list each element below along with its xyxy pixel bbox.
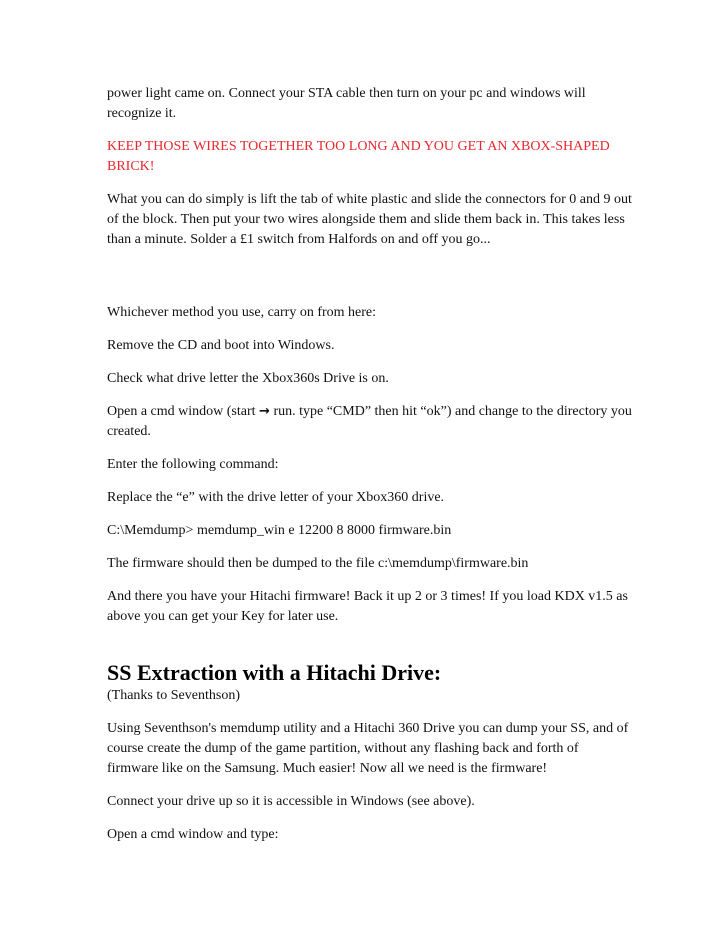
paragraph-remove-cd: Remove the CD and boot into Windows. — [107, 338, 335, 353]
paragraph-whichever-method: Whichever method you use, carry on from here: — [107, 305, 377, 320]
right-arrow-icon: → — [259, 404, 270, 419]
warning-paragraph: KEEP THOSE WIRES TOGETHER TOO LONG AND YOU GET AN XBOX-SHAPED BRICK! — [107, 139, 610, 174]
spacer — [107, 640, 632, 660]
paragraph-hitachi-firmware: And there you have your Hitachi firmware! Back it up 2 or 3 times! If you load KDX v1.5 as above you can get your Key for later use. — [107, 589, 628, 624]
section-heading: SS Extraction with a Hitachi Drive: — [107, 660, 442, 685]
section-subheading: (Thanks to Seventhson) — [107, 688, 240, 703]
paragraph-power-light: power light came on. Connect your STA cable then turn on your pc and windows will recognize it. — [107, 86, 586, 121]
paragraph-check-drive-letter: Check what drive letter the Xbox360s Drive is on. — [107, 371, 389, 386]
document-page — [107, 84, 632, 858]
paragraph-connect-drive: Connect your drive up so it is accessible in Windows (see above). — [107, 794, 475, 809]
paragraph-firmware-dumped: The firmware should then be dumped to the file c:\memdump\firmware.bin — [107, 556, 529, 571]
paragraph-replace-drive-letter: Replace the “e” with the drive letter of your Xbox360 drive. — [107, 490, 445, 505]
paragraph-white-plastic-tab: What you can do simply is lift the tab of white plastic and slide the connectors for 0 and 9 out of the block. Then put your two wires alongside them and slide them back in. This takes less than a minute. Solder a £1 switch from Halfords on and off you go... — [107, 192, 632, 247]
paragraph-open-cmd — [107, 402, 632, 442]
cmd-text-part2: run. type “CMD” then hit “ok”) and change to the directory you created. — [107, 404, 632, 439]
paragraph-using-memdump: Using Seventhson's memdump utility and a Hitachi 360 Drive you can dump your SS, and of course create the dump of the game partition, without any flashing back and forth of firmware like on the Samsung. Much easier! Now all we need is the firmware! — [107, 721, 629, 776]
paragraph-command-line: C:\Memdump> memdump_win e 12200 8 8000 firmware.bin — [107, 523, 452, 538]
cmd-text-part1: Open a cmd window (start — [107, 404, 260, 419]
paragraph-enter-command: Enter the following command: — [107, 457, 279, 472]
paragraph-open-cmd-type: Open a cmd window and type: — [107, 827, 279, 842]
spacer — [107, 263, 632, 303]
